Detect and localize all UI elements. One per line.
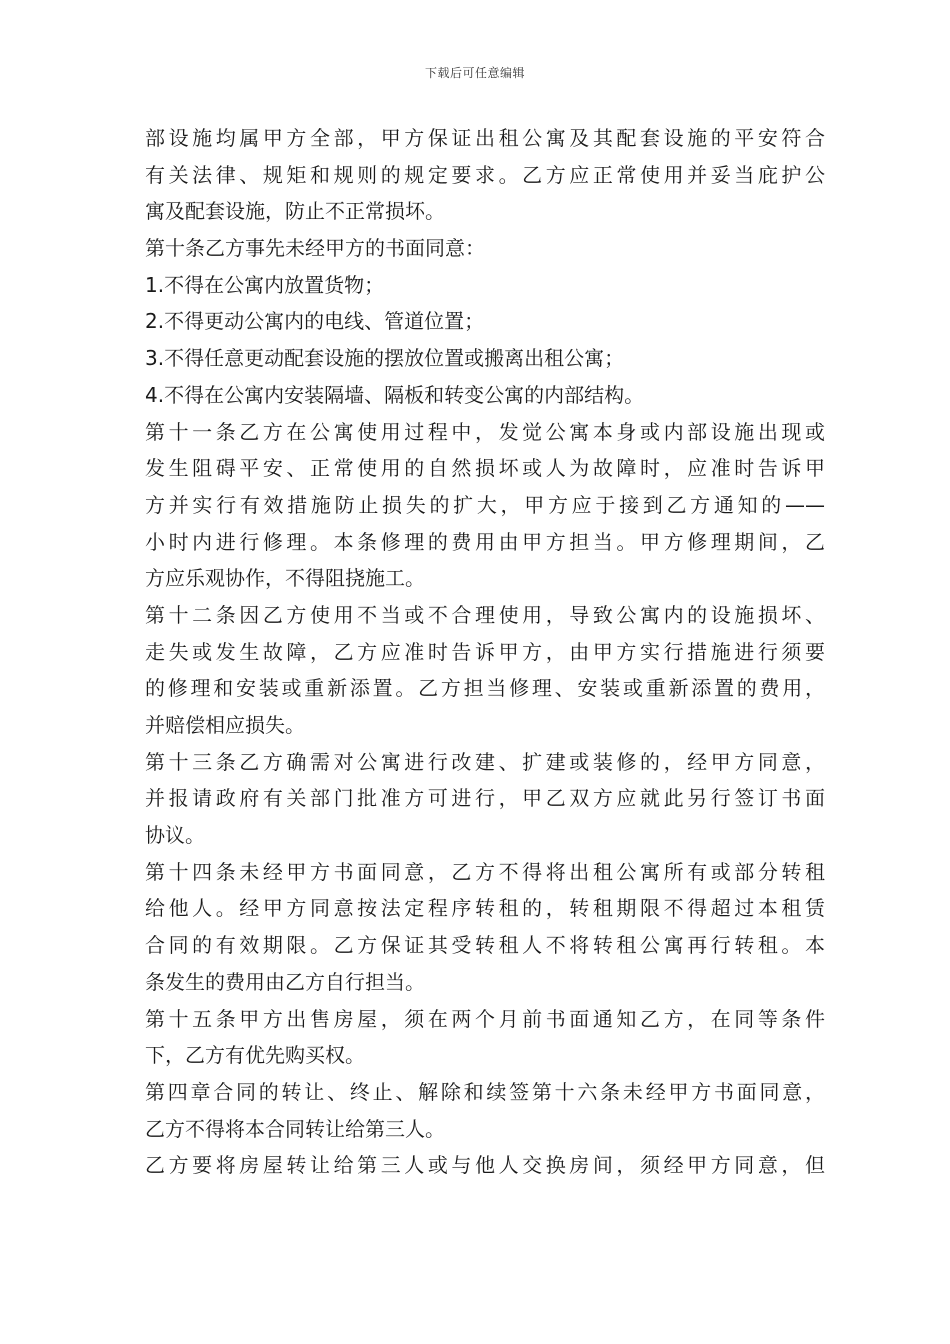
text-line: 条发生的费用由乙方自行担当。 <box>145 969 425 994</box>
text-line: 下，乙方有优先购买权。 <box>145 1043 365 1068</box>
text-line: 部设施均属甲方全部，甲方保证出租公寓及其配套设施的平安符合 <box>145 126 825 150</box>
text-line: 4.不得在公寓内安装隔墙、隔板和转变公寓的内部结构。 <box>145 382 645 407</box>
text-line: 并报请政府有关部门批准方可进行，甲乙双方应就此另行签订书面 <box>145 786 825 811</box>
text-line: 乙方要将房屋转让给第三人或与他人交换房间，须经甲方同意，但 <box>145 1153 825 1178</box>
text-line: 1.不得在公寓内放置货物； <box>145 272 385 297</box>
text-line: 寓及配套设施，防止不正常损坏。 <box>145 199 445 224</box>
text-line: 发生阻碍平安、正常使用的自然损坏或人为故障时，应准时告诉甲 <box>145 456 825 481</box>
text-line: 给他人。经甲方同意按法定程序转租的，转租期限不得超过本租赁 <box>145 896 825 921</box>
text-line: 第十一条乙方在公寓使用过程中，发觉公寓本身或内部设施出现或 <box>145 419 825 444</box>
text-line: 第十四条未经甲方书面同意，乙方不得将出租公寓所有或部分转租 <box>145 859 825 884</box>
text-line: 小时内进行修理。本条修理的费用由甲方担当。甲方修理期间，乙 <box>145 529 825 554</box>
text-line: 的修理和安装或重新添置。乙方担当修理、安装或重新添置的费用， <box>145 676 825 701</box>
document-body <box>145 120 825 1184</box>
text-line: 并赔偿相应损失。 <box>145 713 305 737</box>
text-line: 协议。 <box>145 823 205 848</box>
text-line: 方应乐观协作，不得阻挠施工。 <box>145 566 425 591</box>
text-line: 第十条乙方事先未经甲方的书面同意： <box>145 236 485 261</box>
text-line: 2.不得更动公寓内的电线、管道位置； <box>145 309 485 334</box>
text-line: 3.不得任意更动配套设施的摆放位置或搬离出租公寓； <box>145 346 625 371</box>
text-line: 第四章合同的转让、终止、解除和续签第十六条未经甲方书面同意， <box>145 1079 825 1104</box>
text-line: 方并实行有效措施防止损失的扩大，甲方应于接到乙方通知的—— <box>145 492 825 517</box>
text-line: 第十二条因乙方使用不当或不合理使用，导致公寓内的设施损坏、 <box>145 602 825 627</box>
text-line: 走失或发生故障，乙方应准时告诉甲方，由甲方实行措施进行须要 <box>145 639 825 664</box>
text-line: 合同的有效期限。乙方保证其受转租人不将转租公寓再行转租。本 <box>145 933 825 958</box>
text-line: 乙方不得将本合同转让给第三人。 <box>145 1116 445 1141</box>
text-line: 第十三条乙方确需对公寓进行改建、扩建或装修的，经甲方同意， <box>145 749 825 774</box>
page-header: 下载后可任意编辑 <box>424 66 525 80</box>
text-line: 有关法律、规矩和规则的规定要求。乙方应正常使用并妥当庇护公 <box>145 162 825 187</box>
text-line: 第十五条甲方出售房屋，须在两个月前书面通知乙方，在同等条件 <box>145 1006 825 1031</box>
